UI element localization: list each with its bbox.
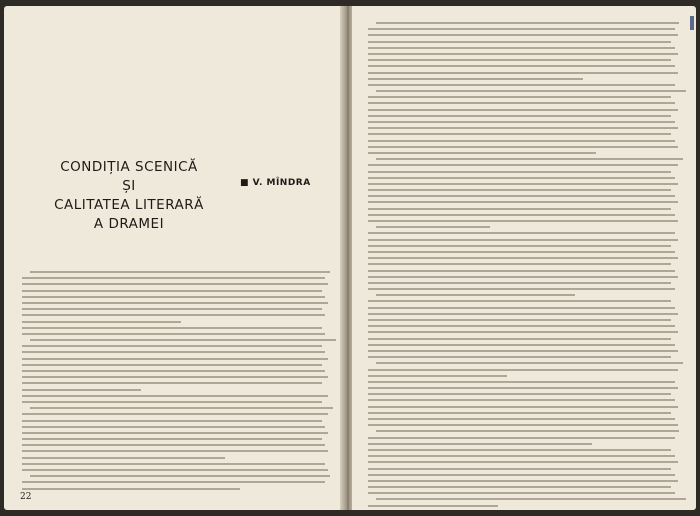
text-line [368, 480, 678, 482]
text-line [368, 263, 671, 265]
text-line [22, 296, 325, 298]
text-line [22, 314, 325, 316]
text-line [22, 432, 328, 434]
text-line [22, 488, 240, 490]
text-line [368, 34, 678, 36]
text-line [368, 369, 678, 371]
text-line [368, 449, 671, 451]
text-line [368, 59, 671, 61]
text-line [22, 450, 328, 452]
text-line [22, 370, 325, 372]
text-line [22, 358, 328, 360]
text-line [368, 300, 671, 302]
text-line [368, 109, 678, 111]
text-line [368, 387, 678, 389]
text-line [368, 53, 678, 55]
text-line [368, 412, 671, 414]
text-line [376, 226, 490, 228]
text-line [368, 133, 671, 135]
left-body-text [22, 271, 334, 494]
text-line [22, 481, 325, 483]
text-line [22, 302, 328, 304]
text-line [368, 146, 678, 148]
text-line [22, 469, 328, 471]
text-line [368, 195, 675, 197]
text-line [22, 389, 141, 391]
text-line [22, 438, 322, 440]
text-line [22, 420, 322, 422]
right-page [352, 6, 696, 510]
title-line: ȘI [122, 178, 136, 194]
text-line [368, 28, 675, 30]
text-line [376, 430, 679, 432]
text-line [368, 189, 671, 191]
text-line [376, 498, 686, 500]
text-line [22, 463, 325, 465]
text-line [22, 395, 328, 397]
text-line [368, 171, 671, 173]
text-line [22, 444, 325, 446]
text-line [368, 393, 671, 395]
text-line [368, 115, 671, 117]
text-line [368, 177, 675, 179]
text-line [368, 245, 671, 247]
text-line [368, 307, 675, 309]
text-line [368, 486, 671, 488]
text-line [22, 321, 181, 323]
text-line [368, 381, 675, 383]
text-line [368, 41, 671, 43]
text-line [22, 376, 328, 378]
left-page [4, 6, 344, 510]
text-line [30, 407, 333, 409]
text-line [22, 413, 328, 415]
text-line [368, 47, 675, 49]
text-line [368, 257, 678, 259]
text-line [368, 406, 678, 408]
text-line [368, 492, 675, 494]
text-line [368, 201, 678, 203]
text-line [22, 401, 322, 403]
text-line [368, 468, 671, 470]
text-line [368, 140, 675, 142]
text-line [368, 102, 675, 104]
text-line [368, 282, 671, 284]
article-title [34, 158, 224, 234]
text-line [22, 327, 322, 329]
text-line [22, 277, 325, 279]
text-line [368, 356, 671, 358]
text-line [368, 375, 507, 377]
text-line [368, 399, 675, 401]
text-line [376, 158, 683, 160]
text-line [368, 152, 596, 154]
text-line [22, 345, 322, 347]
text-line [368, 424, 678, 426]
article-author: ■ V. MÎNDRA [240, 178, 311, 188]
title-line: A DRAMEI [93, 216, 165, 232]
text-line [368, 121, 675, 123]
text-line [368, 78, 583, 80]
text-line [368, 474, 675, 476]
text-line [30, 271, 330, 273]
text-line [368, 461, 678, 463]
text-line [30, 475, 330, 477]
text-line [368, 84, 675, 86]
text-line [368, 443, 592, 445]
text-line [368, 270, 675, 272]
text-line [368, 214, 675, 216]
text-line [368, 183, 678, 185]
title-line: CALITATEA LITERARĂ [54, 197, 204, 213]
margin-tab [690, 16, 694, 30]
text-line [22, 364, 322, 366]
text-line [376, 362, 683, 364]
text-line [368, 276, 678, 278]
text-line [22, 382, 322, 384]
text-line [368, 331, 678, 333]
text-line [22, 290, 322, 292]
page-number: 22 [20, 492, 32, 502]
text-line [368, 325, 675, 327]
text-line [368, 288, 675, 290]
text-line [368, 313, 678, 315]
text-line [368, 208, 671, 210]
text-line [368, 338, 671, 340]
text-line [368, 505, 498, 507]
text-line [368, 127, 678, 129]
text-line [368, 239, 678, 241]
text-line [368, 65, 675, 67]
text-line [376, 22, 679, 24]
text-line [368, 319, 671, 321]
text-line [368, 251, 675, 253]
right-body-text [368, 22, 684, 510]
text-line [368, 418, 675, 420]
title-line: CONDIȚIA SCENICĂ [60, 159, 198, 175]
text-line [376, 90, 686, 92]
text-line [22, 333, 325, 335]
text-line [376, 294, 575, 296]
text-line [368, 350, 678, 352]
text-line [368, 72, 678, 74]
text-line [368, 164, 678, 166]
text-line [368, 455, 675, 457]
text-line [368, 220, 678, 222]
text-line [368, 437, 675, 439]
text-line [22, 457, 225, 459]
text-line [22, 426, 325, 428]
text-line [368, 344, 675, 346]
text-line [30, 339, 336, 341]
text-line [22, 308, 322, 310]
text-line [368, 96, 671, 98]
text-line [22, 351, 325, 353]
text-line [368, 232, 675, 234]
text-line [22, 283, 328, 285]
